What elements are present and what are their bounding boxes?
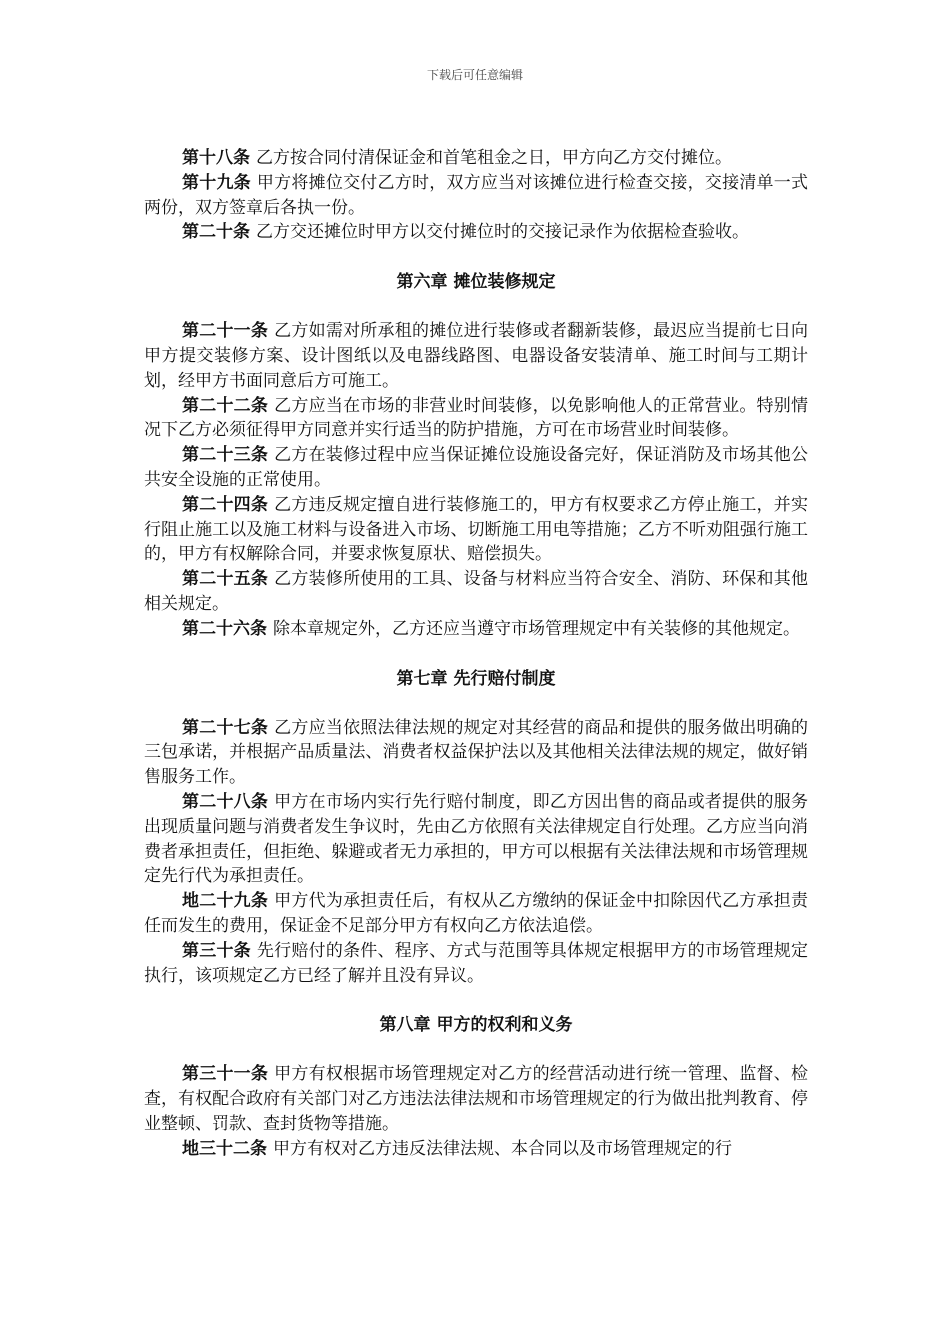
article-number: 第二十五条 xyxy=(182,569,269,590)
article-number: 第十九条 xyxy=(182,172,251,193)
article-31 xyxy=(144,1062,808,1136)
article-text: 乙方应当在市场的非营业时间装修，以免影响他人的正常营业。特别情况下乙方必须征得甲方同意并实行适当的防护措施，方可在市场营业时间装修。 xyxy=(144,395,809,441)
article-number: 第十八条 xyxy=(182,148,250,168)
article-number: 地二十九条 xyxy=(182,891,269,912)
article-24 xyxy=(144,493,808,567)
article-21 xyxy=(144,319,808,393)
article-text: 除本章规定外，乙方还应当遵守市场管理规定中有关装修的其他规定。 xyxy=(273,618,800,639)
article-text: 甲方有权根据市场管理规定对乙方的经营活动进行统一管理、监督、检查，有权配合政府有关部门对乙方违法法律法规和市场管理规定的行为做出批判教育、停业整顿、罚款、查封货物等措施。 xyxy=(144,1064,809,1134)
article-text: 甲方将摊位交付乙方时，双方应当对该摊位进行检查交接，交接清单一式两份，双方签章后各执一份。 xyxy=(144,172,809,218)
article-number: 第二十四条 xyxy=(182,494,269,515)
chapter-8-heading: 第八章 甲方的权利和义务 xyxy=(379,1015,573,1036)
article-25 xyxy=(144,567,808,617)
article-22 xyxy=(144,394,808,444)
article-28 xyxy=(144,790,808,889)
article-number: 第二十三条 xyxy=(182,445,269,466)
article-number: 第二十七条 xyxy=(182,717,269,738)
article-20 xyxy=(144,220,808,245)
article-number: 地三十二条 xyxy=(182,1138,267,1159)
article-text: 乙方按合同付清保证金和首笔租金之日，甲方向乙方交付摊位。 xyxy=(256,148,732,168)
article-29 xyxy=(144,889,808,939)
article-number: 第二十六条 xyxy=(182,618,267,639)
article-text: 乙方应当依照法律法规的规定对其经营的商品和提供的服务做出明确的三包承诺，并根据产品质量法、消费者权益保护法以及其他相关法律法规的规定，做好销售服务工作。 xyxy=(144,717,809,788)
article-number: 第二十一条 xyxy=(182,321,269,342)
article-18 xyxy=(144,146,808,171)
article-27 xyxy=(144,716,808,790)
article-32 xyxy=(144,1137,808,1162)
article-text: 乙方交还摊位时甲方以交付摊位时的交接记录作为依据检查验收。 xyxy=(256,222,749,243)
article-text: 甲方代为承担责任后，有权从乙方缴纳的保证金中扣除因代乙方承担责任而发生的费用，保证金不足部分甲方有权向乙方依法追偿。 xyxy=(144,891,809,936)
article-number: 第三十一条 xyxy=(182,1064,269,1085)
article-text: 乙方装修所使用的工具、设备与材料应当符合安全、消防、环保和其他相关规定。 xyxy=(144,569,809,614)
article-23 xyxy=(144,443,808,493)
chapter-7-heading: 第七章 先行赔付制度 xyxy=(396,668,556,689)
page-header: 下载后可任意编辑 xyxy=(426,68,523,82)
article-26 xyxy=(144,617,808,642)
article-text: 乙方违反规定擅自进行装修施工的，甲方有权要求乙方停止施工，并实行阻止施工以及施工材料与设备进入市场、切断施工用电等措施；乙方不听劝阻强行施工的，甲方有权解除合同，并要求恢复原状、赔偿损失。 xyxy=(144,494,809,565)
article-19 xyxy=(144,171,808,221)
article-number: 第二十条 xyxy=(182,222,250,243)
article-text: 乙方如需对所承租的摊位进行装修或者翻新装修，最迟应当提前七日向甲方提交装修方案、设计图纸以及电器线路图、电器设备安装清单、施工时间与工期计划，经甲方书面同意后方可施工。 xyxy=(144,321,809,391)
document-body xyxy=(144,146,808,1162)
article-number: 第三十条 xyxy=(182,940,251,961)
article-text: 甲方在市场内实行先行赔付制度，即乙方因出售的商品或者提供的服务出现质量问题与消费者发生争议时，先由乙方依照有关法律规定自行处理。乙方应当向消费者承担责任，但拒绝、躲避或者无力承担的，甲方可以根据有关法律法规和市场管理规定先行代为承担责任。 xyxy=(144,791,809,887)
article-text: 乙方在装修过程中应当保证摊位设施设备完好，保证消防及市场其他公共安全设施的正常使用。 xyxy=(144,445,809,490)
article-number: 第二十二条 xyxy=(182,395,269,416)
article-30 xyxy=(144,939,808,989)
article-text: 甲方有权对乙方违反法律法规、本合同以及市场管理规定的行 xyxy=(273,1138,732,1159)
chapter-6-heading: 第六章 摊位装修规定 xyxy=(396,272,556,293)
article-number: 第二十八条 xyxy=(182,791,269,812)
article-text: 先行赔付的条件、程序、方式与范围等具体规定根据甲方的市场管理规定执行，该项规定乙方已经了解并且没有异议。 xyxy=(144,940,809,986)
